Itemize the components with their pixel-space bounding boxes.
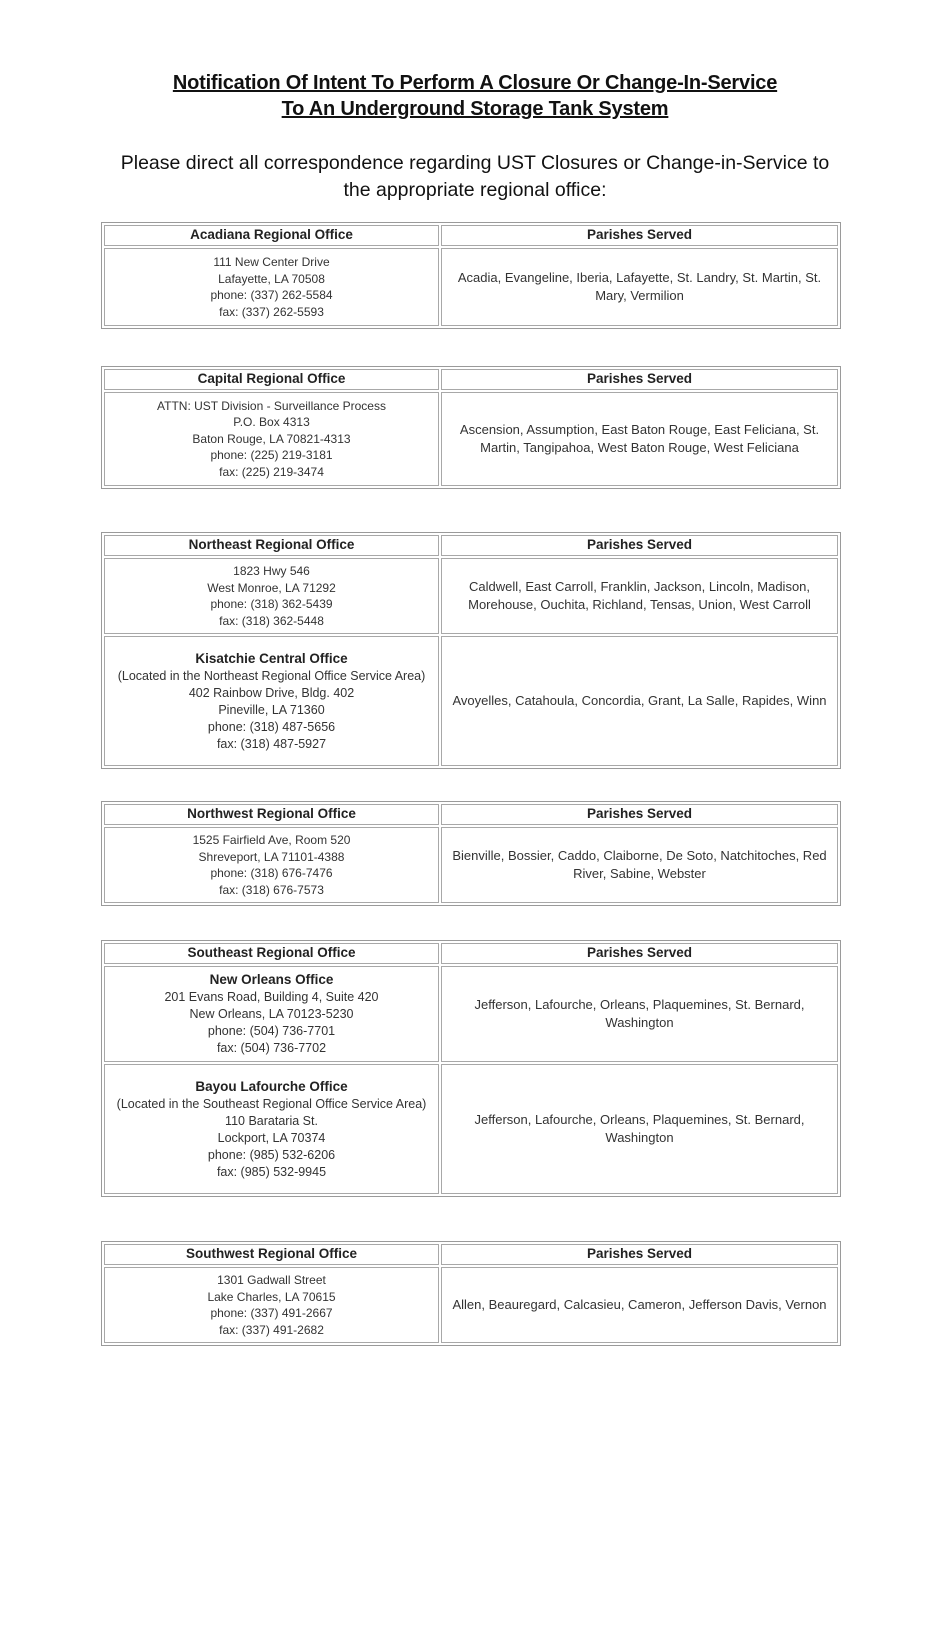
acadiana-header: Acadiana Regional Office: [104, 225, 439, 246]
address-line: Lake Charles, LA 70615: [207, 1289, 336, 1304]
phone-line: phone: (225) 219-3181: [210, 448, 333, 463]
phone-line: phone: (985) 532-6206: [207, 1147, 336, 1162]
phone-line: phone: (318) 362-5439: [210, 597, 333, 611]
address-line: Lafayette, LA 70508: [218, 271, 325, 286]
capital-office-table: [101, 366, 841, 489]
capital-header: Capital Regional Office: [104, 369, 439, 390]
southeast-office-table: [101, 940, 841, 1197]
parishes-served-header: Parishes Served: [441, 804, 838, 825]
fax-line: fax: (318) 362-5448: [219, 613, 324, 628]
phone-line: phone: (337) 491-2667: [210, 1306, 333, 1320]
phone-line: phone: (504) 736-7701: [207, 1024, 336, 1038]
parishes-served-header: Parishes Served: [441, 535, 838, 556]
address-line: 1525 Fairfield Ave, Room 520: [192, 833, 351, 847]
phone-line: phone: (318) 676-7476: [210, 866, 333, 880]
acadiana-parishes: Acadia, Evangeline, Iberia, Lafayette, St. Landry, St. Martin, St. Mary, Vermilion: [441, 248, 838, 326]
fax-line: fax: (318) 676-7573: [219, 882, 324, 897]
address-line: Lockport, LA 70374: [217, 1130, 326, 1145]
northwest-header: Northwest Regional Office: [104, 804, 439, 825]
northeast-address: [104, 558, 439, 634]
address-line: 201 Evans Road, Building 4, Suite 420: [164, 990, 379, 1004]
document-title: [0, 70, 950, 122]
fax-line: fax: (318) 487-5927: [216, 736, 327, 751]
bayou-lafourche-office-name: Bayou Lafourche Office: [195, 1078, 348, 1094]
acadiana-address: [104, 248, 439, 326]
parishes-served-header: Parishes Served: [441, 1244, 838, 1265]
northwest-office-table: [101, 801, 841, 906]
northeast-header: Northeast Regional Office: [104, 535, 439, 556]
address-line: New Orleans, LA 70123-5230: [189, 1007, 354, 1021]
address-line: 402 Rainbow Drive, Bldg. 402: [188, 685, 355, 700]
parishes-served-header: Parishes Served: [441, 943, 838, 964]
new-orleans-office-name: New Orleans Office: [209, 972, 334, 987]
kisatchie-office: [104, 636, 439, 766]
southwest-address: [104, 1267, 439, 1343]
fax-line: fax: (337) 262-5593: [219, 304, 324, 319]
parishes-served-header: Parishes Served: [441, 369, 838, 390]
fax-line: fax: (985) 532-9945: [216, 1164, 327, 1179]
intro-line-1: Please direct all correspondence regarding UST Closures or Change-in-Service to: [120, 152, 830, 174]
title-line-1: Notification Of Intent To Perform A Closure Or Change-In-Service: [172, 72, 778, 94]
bayou-lafourche-office: [104, 1064, 439, 1194]
capital-address: [104, 392, 439, 486]
fax-line: fax: (337) 491-2682: [219, 1322, 324, 1337]
intro-text: [0, 150, 950, 204]
title-line-2: To An Underground Storage Tank System: [281, 98, 669, 120]
northeast-parishes: Caldwell, East Carroll, Franklin, Jackson, Lincoln, Madison, Morehouse, Ouchita, Richland, Tensas, Union, West Carroll: [441, 558, 838, 634]
phone-line: phone: (337) 262-5584: [210, 288, 333, 302]
southwest-header: Southwest Regional Office: [104, 1244, 439, 1265]
acadiana-office-table: [101, 222, 841, 329]
phone-line: phone: (318) 487-5656: [207, 719, 336, 734]
northwest-parishes: Bienville, Bossier, Caddo, Claiborne, De Soto, Natchitoches, Red River, Sabine, Webster: [441, 827, 838, 903]
capital-parishes: Ascension, Assumption, East Baton Rouge, East Feliciana, St. Martin, Tangipahoa, West Baton Rouge, West Feliciana: [441, 392, 838, 486]
bayou-lafourche-parishes: Jefferson, Lafourche, Orleans, Plaquemines, St. Bernard, Washington: [441, 1064, 838, 1194]
kisatchie-office-name: Kisatchie Central Office: [195, 650, 348, 666]
southeast-header: Southeast Regional Office: [104, 943, 439, 964]
address-line: Baton Rouge, LA 70821-4313: [192, 431, 351, 446]
service-area-note: (Located in the Southeast Regional Office Service Area): [116, 1096, 427, 1111]
address-line: 1823 Hwy 546: [233, 564, 310, 578]
new-orleans-parishes: Jefferson, Lafourche, Orleans, Plaquemines, St. Bernard, Washington: [441, 966, 838, 1062]
address-line: 111 New Center Drive: [213, 255, 330, 269]
address-line: 110 Barataria St.: [225, 1113, 318, 1128]
address-line: Shreveport, LA 71101-4388: [198, 849, 345, 864]
address-line: West Monroe, LA 71292: [207, 580, 336, 595]
northwest-address: [104, 827, 439, 903]
address-line: P.O. Box 4313: [233, 415, 310, 430]
address-line: ATTN: UST Division - Surveillance Process: [157, 398, 386, 413]
service-area-note: (Located in the Northeast Regional Office Service Area): [117, 668, 426, 683]
address-line: 1301 Gadwall Street: [217, 1273, 326, 1287]
northeast-office-table: [101, 532, 841, 769]
parishes-served-header: Parishes Served: [441, 225, 838, 246]
address-line: Pineville, LA 71360: [218, 702, 325, 717]
kisatchie-parishes: Avoyelles, Catahoula, Concordia, Grant, La Salle, Rapides, Winn: [441, 636, 838, 766]
southwest-office-table: [101, 1241, 841, 1346]
fax-line: fax: (504) 736-7702: [216, 1041, 327, 1055]
new-orleans-office: [104, 966, 439, 1062]
southwest-parishes: Allen, Beauregard, Calcasieu, Cameron, Jefferson Davis, Vernon: [441, 1267, 838, 1343]
intro-line-2: the appropriate regional office:: [343, 179, 607, 201]
fax-line: fax: (225) 219-3474: [219, 464, 324, 479]
